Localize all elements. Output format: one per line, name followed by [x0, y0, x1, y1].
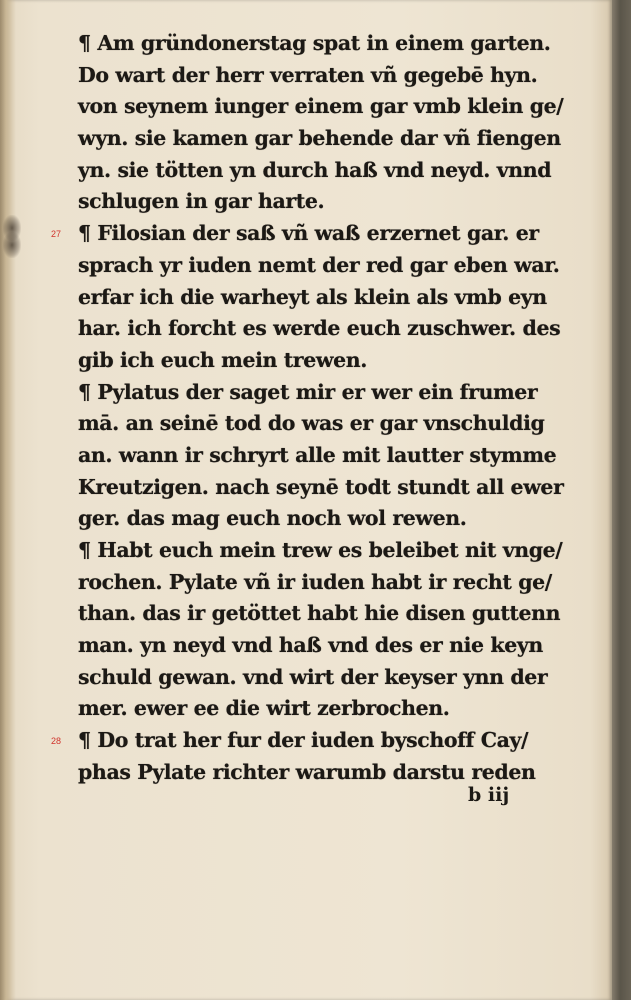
text-line: erfar ich die warheyt als klein als vmb eyn	[78, 284, 547, 309]
text-line: an. wann ir schryrt alle mit lautter stymme	[78, 442, 557, 467]
text-line: mā. an seinē tod do was er gar vnschuldig	[78, 411, 545, 436]
text-line: von seynem iunger einem gar vmb klein ge/	[78, 94, 564, 119]
text-line: schuld gewan. vnd wirt der keyser ynn der	[78, 664, 548, 689]
text-line: ¶ Pylatus der saget mir er wer ein frumer	[78, 379, 538, 404]
text-line: har. ich forcht es werde euch zuschwer. des	[78, 316, 561, 341]
text-line: ¶ Filosian der saß vñ waß erzernet gar. er	[78, 221, 539, 246]
text-line: Do wart der herr verraten vñ gegebē hyn.	[78, 62, 538, 87]
margin-line-number: 28	[51, 736, 62, 747]
text-line: mer. ewer ee die wirt zerbrochen.	[78, 696, 450, 721]
text-line: ¶ Do trat her fur der iuden byschoff Cay/	[78, 728, 529, 753]
text-line: ¶ Am gründonerstag spat in einem garten.	[78, 31, 551, 55]
page-edge-shadow	[612, 0, 631, 1000]
text-line: gib ich euch mein trewen.	[78, 347, 367, 372]
margin-line-number: 27	[51, 229, 62, 240]
text-line: ¶ Habt euch mein trew es beleibet nit vnge/	[78, 538, 563, 562]
text-line: rochen. Pylate vñ ir iuden habt ir recht ge/	[78, 569, 552, 594]
text-line: wyn. sie kamen gar behende dar vñ fiengen	[78, 126, 561, 151]
signature-mark: b iij	[468, 784, 510, 806]
binding-stain	[3, 232, 21, 258]
text-line: ger. das mag euch noch wol rewen.	[78, 506, 467, 531]
text-line: sprach yr iuden nemt der red gar eben war.	[78, 252, 560, 277]
text-line: yn. sie tötten yn durch haß vnd neyd. vnnd	[78, 157, 552, 182]
text-line: man. yn neyd vnd haß vnd des er nie keyn	[78, 633, 543, 658]
page-gutter	[0, 0, 16, 1000]
text-column	[78, 28, 578, 789]
text-line: schlugen in gar harte.	[78, 189, 325, 214]
text-line: phas Pylate richter warumb darstu reden	[78, 759, 536, 784]
text-line: than. das ir getöttet habt hie disen guttenn	[78, 601, 561, 626]
text-line: Kreutzigen. nach seynē todt stundt all ewer	[78, 474, 564, 499]
